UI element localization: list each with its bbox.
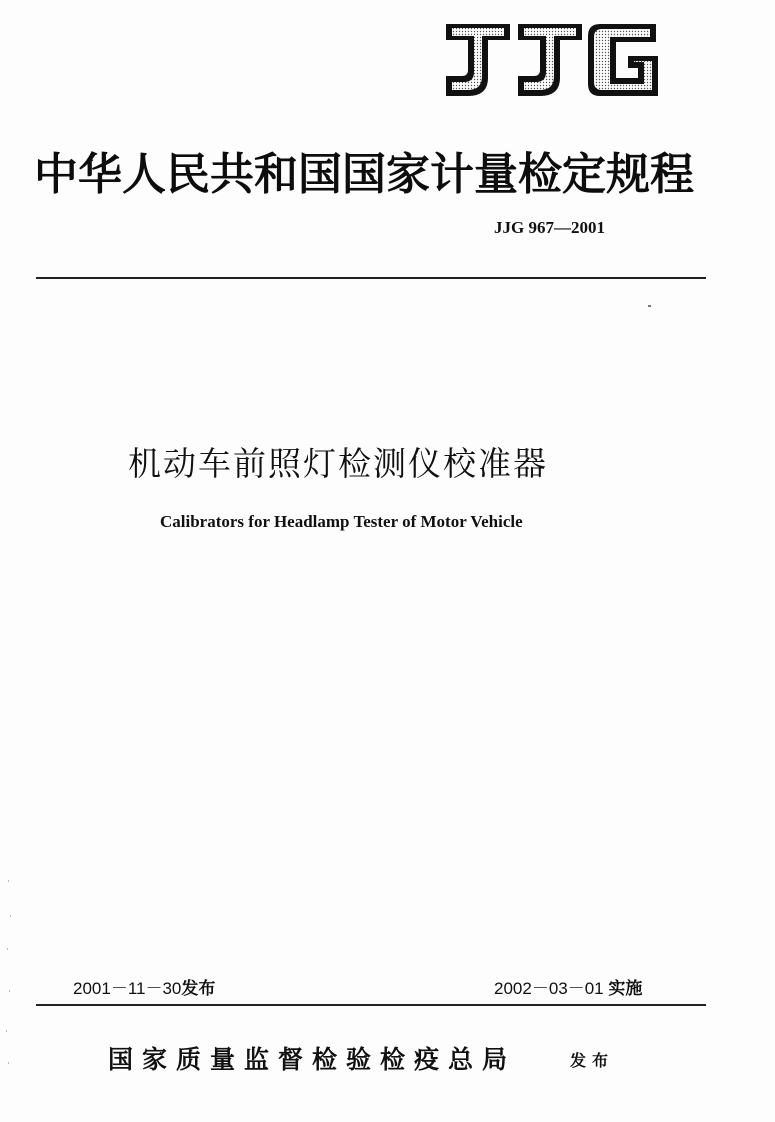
- scan-speck: [7, 948, 8, 950]
- scan-speck: [6, 1030, 7, 1032]
- document-title-english: Calibrators for Headlamp Tester of Motor Vehicle: [160, 512, 523, 531]
- scan-speck: [9, 990, 10, 992]
- issue-date-line: [73, 974, 215, 999]
- implement-date-line: [494, 974, 642, 999]
- implement-date: 2002－03－01: [494, 979, 604, 998]
- implement-label: 实施: [608, 979, 643, 999]
- scan-speck: [8, 1062, 9, 1064]
- scan-speck: [10, 915, 11, 917]
- top-divider: [36, 277, 706, 279]
- bottom-divider: [36, 1004, 706, 1006]
- issue-date: 2001－11－30: [73, 979, 182, 998]
- scan-mark: [648, 305, 651, 307]
- issue-label: 发布: [181, 979, 216, 999]
- scan-speck: [8, 880, 9, 882]
- jjg-logo: [440, 18, 662, 100]
- standard-number: JJG 967—2001: [494, 218, 605, 237]
- document-title-chinese: 机动车前照灯检测仪校准器: [128, 444, 548, 483]
- publish-label: 发布: [570, 1051, 615, 1070]
- publisher-name: 国家质量监督检验检疫总局: [108, 1045, 517, 1074]
- series-title: 中华人民共和国国家计量检定规程: [34, 149, 694, 200]
